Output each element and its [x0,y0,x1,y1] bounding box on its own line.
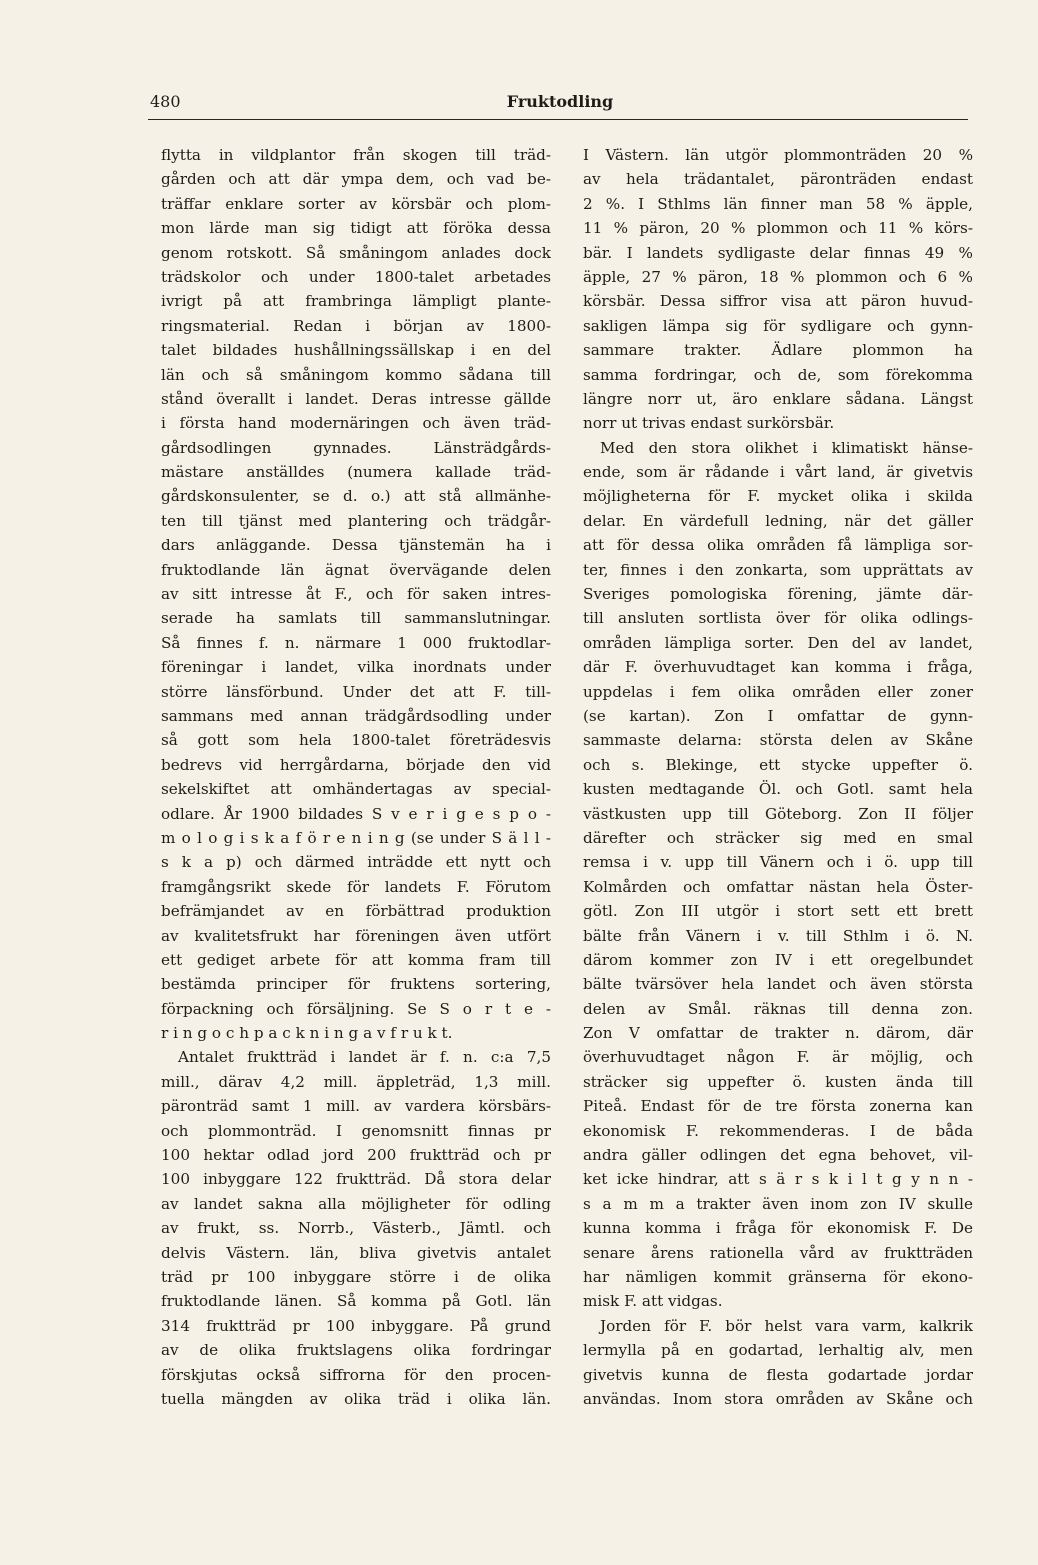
text-line: där F. överhuvudtaget kan komma i fråga, [583,658,973,677]
page-number: 480 [150,92,181,111]
text-line: 314 fruktträd pr 100 inbyggare. På grund [161,1316,551,1335]
text-line: Så finnes f. n. närmare 1 000 fruktodlar- [161,633,551,652]
text-line: delar. En värdefull ledning, när det gäller [583,511,973,530]
text-column-left [161,143,551,1411]
text-line: befrämjandet av en förbättrad produktion [161,902,551,921]
text-line: större länsförbund. Under det att F. till- [161,682,551,701]
text-line: gården och att där ympa dem, och vad be- [161,170,551,189]
text-line: ende, som är rådande i vårt land, är givetvis [583,463,973,482]
text-line: träffar enklare sorter av körsbär och plom- [161,194,551,213]
text-line: användas. Inom stora områden av Skåne och [583,1389,973,1408]
text-line: av sitt intresse åt F., och för saken intres- [161,585,551,604]
text-line: därefter och sträcker sig med en smal [583,828,973,847]
text-line: föreningar i landet, vilka inordnats under [161,658,551,677]
text-line: genom rotskott. Så småningom anlades dock [161,243,551,262]
text-line: delen av Smål. räknas till denna zon. [583,999,973,1018]
text-line: päronträd samt 1 mill. av vardera körsbärs- [161,1097,551,1116]
text-line: samma fordringar, och de, som förekomma [583,365,973,384]
text-line: sammaste delarna: största delen av Skåne [583,731,973,750]
text-line: gårdskonsulenter, se d. o.) att stå allmänhe- [161,487,551,506]
text-line: av kvalitetsfrukt har föreningen även utfört [161,926,551,945]
text-line: att för dessa olika områden få lämpliga sor- [583,536,973,555]
text-line: av de olika fruktslagens olika fordringar [161,1341,551,1360]
text-line: län och så småningom kommo sådana till [161,365,551,384]
text-line: fruktodlande länen. Så komma på Gotl. län [161,1292,551,1311]
text-line: I Västern. län utgör plommonträden 20 % [583,146,973,164]
text-line: trädskolor och under 1800-talet arbetades [161,267,551,286]
text-line: 11 % päron, 20 % plommon och 11 % körs- [583,219,973,238]
text-line: och s. Blekinge, ett stycke uppefter ö. [583,755,973,774]
text-line: flytta in vildplantor från skogen till träd- [161,146,551,164]
text-line: framgångsrikt skede för landets F. Förutom [161,877,551,896]
text-line: körsbär. Dessa siffror visa att päron huvud- [583,292,973,311]
text-line: ringsmaterial. Redan i början av 1800- [161,316,551,335]
text-line: Zon V omfattar de trakter n. därom, där [583,1024,973,1043]
text-line: Kolmården och omfattar nästan hela Öster- [583,877,973,896]
text-line: uppdelas i fem olika områden eller zoner [583,682,973,701]
text-line: ekonomisk F. rekommenderas. I de båda [583,1121,973,1140]
text-line: sakligen lämpa sig för sydligare och gynn- [583,316,973,335]
text-line: (se kartan). Zon I omfattar de gynn- [583,706,973,725]
text-line: till ansluten sortlista över för olika odlings- [583,609,973,628]
text-line: så gott som hela 1800-talet företrädesvis [161,731,551,750]
header-rule [148,119,968,120]
text-line: norr ut trivas endast surkörsbär. [583,414,835,433]
text-line: kunna komma i fråga för ekonomisk F. De [583,1219,973,1238]
text-line: bedrevs vid herrgårdarna, började den vid [161,755,551,774]
running-title: Fruktodling [506,92,614,111]
text-line: därom kommer zon IV i ett oregelbundet [583,950,973,969]
text-line: områden lämpliga sorter. Den del av landet, [583,633,973,652]
text-line: sammans med annan trädgårdsodling under [161,706,551,725]
text-line: Piteå. Endast för de tre första zonerna kan [583,1097,973,1116]
text-line: senare årens rationella vård av fruktträden [583,1243,973,1262]
text-column-right [583,143,973,1411]
text-line: bälte tvärsöver hela landet och även största [583,975,973,994]
text-line: Sveriges pomologiska förening, jämte där- [583,585,973,604]
text-line: misk F. att vidgas. [583,1292,723,1311]
text-line: ivrigt på att frambringa lämpligt plante- [161,292,551,311]
text-line: mill., därav 4,2 mill. äppleträd, 1,3 mill. [161,1072,551,1091]
text-line: remsa i v. upp till Vänern och i ö. upp till [583,853,973,872]
text-line: bälte från Vänern i v. till Sthlm i ö. N. [583,926,973,945]
text-line: götl. Zon III utgör i stort sett ett brett [583,902,973,921]
text-line: 100 hektar odlad jord 200 fruktträd och pr [161,1146,551,1165]
text-line: mon lärde man sig tidigt att föröka dessa [161,219,551,238]
text-line: s a m m a trakter även inom zon IV skulle [583,1194,973,1213]
text-line: serade ha samlats till sammanslutningar. [161,609,551,628]
text-line: m o l o g i s k a f ö r e n i n g (se under S ä l l - [161,828,551,847]
text-line: kusten medtagande Öl. och Gotl. samt hela [583,780,973,799]
text-line: sammare trakter. Ädlare plommon ha [583,341,973,360]
text-line: träd pr 100 inbyggare större i de olika [161,1267,551,1286]
text-line: förpackning och försäljning. Se S o r t e - [161,999,551,1018]
text-line: ter, finnes i den zonkarta, som upprättats av [583,560,973,579]
text-line: bär. I landets sydligaste delar finnas 49 % [583,243,973,262]
text-line: i första hand modernäringen och även träd- [161,414,551,433]
text-line: ett gediget arbete för att komma fram till [161,950,551,969]
text-line: mästare anställdes (numera kallade träd- [161,463,551,482]
text-line: västkusten upp till Göteborg. Zon II följer [583,804,973,823]
text-line: talet bildades hushållningssällskap i en del [161,341,551,360]
text-line: av hela trädantalet, päronträden endast [583,170,973,189]
text-line: fruktodlande län ägnat övervägande delen [161,560,551,579]
text-line: ket icke hindrar, att s ä r s k i l t g y n n - [583,1170,973,1189]
text-line: dars anläggande. Dessa tjänstemän ha i [161,536,551,555]
text-line: Antalet fruktträd i landet är f. n. c:a 7,5 [178,1048,551,1067]
text-line: 100 inbyggare 122 fruktträd. Då stora delar [161,1170,551,1189]
text-line: överhuvudtaget någon F. är möjlig, och [583,1048,973,1067]
text-line: av frukt, ss. Norrb., Västerb., Jämtl. och [161,1219,551,1238]
text-line: Jorden för F. bör helst vara varm, kalkrik [600,1316,973,1335]
text-line: sträcker sig uppefter ö. kusten ända till [583,1072,973,1091]
text-line: andra gäller odlingen det egna behovet, vil- [583,1146,973,1165]
text-line: s k a p) och därmed inträdde ett nytt och [161,853,551,872]
text-line: delvis Västern. län, bliva givetvis antalet [161,1243,551,1262]
text-line: har nämligen kommit gränserna för ekono- [583,1267,973,1286]
text-line: odlare. År 1900 bildades S v e r i g e s p o - [161,804,551,823]
text-line: gårdsodlingen gynnades. Länsträdgårds- [161,438,551,457]
text-line: lermylla på en godartad, lerhaltig alv, men [583,1341,973,1360]
text-line: stånd överallt i landet. Deras intresse gällde [161,389,551,408]
text-line: r i n g o c h p a c k n i n g a v f r u k t. [161,1024,453,1043]
text-line: förskjutas också siffrorna för den procen- [161,1365,551,1384]
text-line: av landet sakna alla möjligheter för odling [161,1194,551,1213]
text-line: ten till tjänst med plantering och trädgår- [161,511,551,530]
text-line: längre norr ut, äro enklare sådana. Längst [583,389,973,408]
text-line: och plommonträd. I genomsnitt finnas pr [161,1121,551,1140]
text-line: 2 %. I Sthlms län finner man 58 % äpple, [583,194,973,213]
text-line: Med den stora olikhet i klimatiskt hänse- [600,438,973,457]
text-line: sekelskiftet att omhändertagas av special- [161,780,551,799]
text-line: möjligheterna för F. mycket olika i skilda [583,487,973,506]
text-line: givetvis kunna de flesta godartade jordar [583,1365,973,1384]
text-line: tuella mängden av olika träd i olika län. [161,1389,551,1408]
text-line: bestämda principer för fruktens sortering, [161,975,551,994]
text-line: äpple, 27 % päron, 18 % plommon och 6 % [583,267,973,286]
